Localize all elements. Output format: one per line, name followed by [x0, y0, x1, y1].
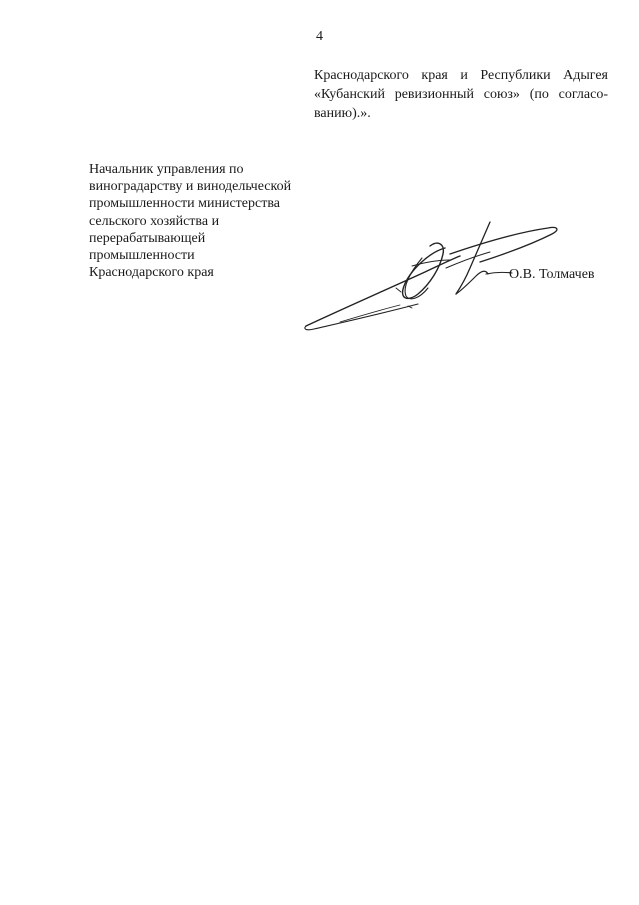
continuation-line: Краснодарского края и Республики Адыгея	[314, 68, 608, 83]
position-line: виноградарству и винодельческой	[89, 179, 292, 195]
position-line: промышленности	[89, 248, 195, 264]
continuation-line: ванию).».	[314, 106, 371, 121]
position-line: сельского хозяйства и	[89, 213, 220, 229]
position-line: Краснодарского края	[89, 265, 214, 281]
position-line: Начальник управления по	[89, 162, 244, 177]
signer-name: О.В. Толмачев	[509, 267, 595, 282]
continuation-paragraph	[314, 66, 608, 123]
signatory-position	[89, 161, 319, 281]
position-line: перерабатывающей	[89, 230, 206, 246]
continuation-line: «Кубанский ревизионный союз» (по согласо-	[314, 87, 608, 102]
page-number: 4	[316, 29, 323, 44]
position-line: промышленности министерства	[89, 196, 280, 212]
